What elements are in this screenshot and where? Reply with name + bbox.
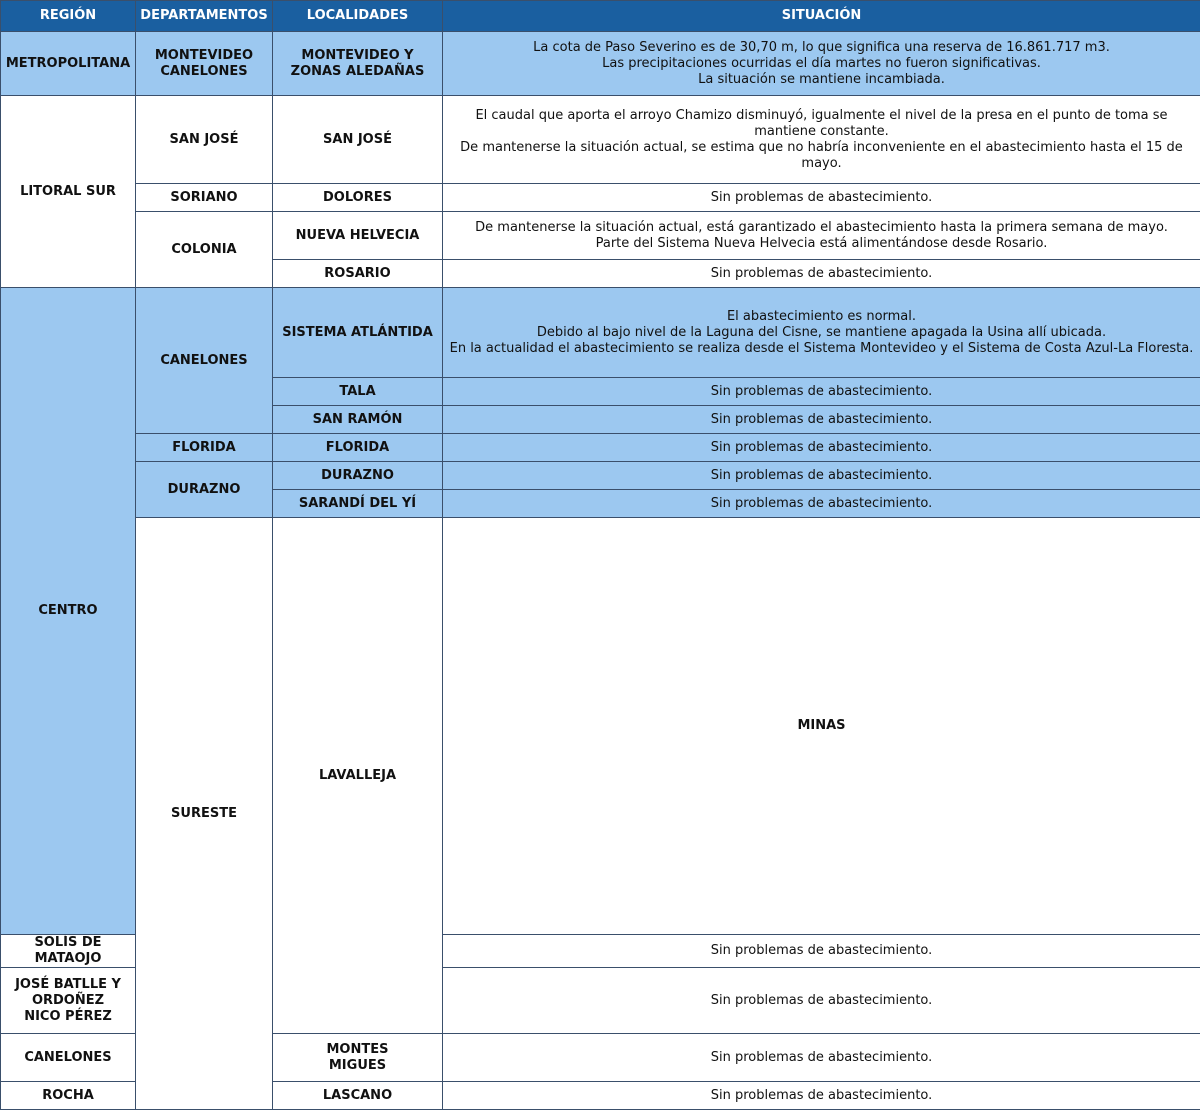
situation-cell: Sin problemas de abastecimiento. xyxy=(443,968,1200,1034)
situation-cell: Sin problemas de abastecimiento. xyxy=(443,260,1200,288)
situation-cell xyxy=(443,32,1200,96)
header-situacion: SITUACIÓN xyxy=(443,1,1200,32)
loc-cell: SOLÍS DE MATAOJO xyxy=(1,935,136,968)
situation-cell: Sin problemas de abastecimiento. xyxy=(443,378,1200,406)
table-row xyxy=(1,462,1200,490)
region-cell-metropolitana: METROPOLITANA xyxy=(1,32,136,96)
situation-line: El abastecimiento es normal. xyxy=(727,309,916,324)
dept-cell: LAVALLEJA xyxy=(273,518,443,1034)
situation-line: El caudal que aporta el arroyo Chamizo disminuyó, igualmente el nivel de la presa en el punto de toma se mantiene constante. xyxy=(475,108,1167,139)
situation-line: Parte del Sistema Nueva Helvecia está alimentándose desde Rosario. xyxy=(596,236,1048,251)
situation-cell: Sin problemas de abastecimiento. xyxy=(443,490,1200,518)
loc-line: JOSÉ BATLLE Y xyxy=(15,977,121,992)
situation-line: Debido al bajo nivel de la Laguna del Cisne, se mantiene apagada la Usina allí ubicada. xyxy=(537,325,1106,340)
dept-cell: DURAZNO xyxy=(136,462,273,518)
table-row xyxy=(1,434,1200,462)
region-cell-litoral-sur: LITORAL SUR xyxy=(1,96,136,288)
situation-cell: Sin problemas de abastecimiento. xyxy=(443,1082,1200,1110)
loc-cell: SARANDÍ DEL YÍ xyxy=(273,490,443,518)
situation-line: De mantenerse la situación actual, se estima que no habría inconveniente en el abastecimiento hasta el 15 de mayo. xyxy=(460,140,1183,171)
dept-cell xyxy=(136,32,273,96)
situation-cell xyxy=(443,96,1200,184)
situation-cell: Sin problemas de abastecimiento. xyxy=(443,406,1200,434)
header-localidades: LOCALIDADES xyxy=(273,1,443,32)
situation-cell xyxy=(443,212,1200,260)
loc-cell: MINAS xyxy=(443,518,1200,935)
table-row xyxy=(1,32,1200,96)
loc-cell: NUEVA HELVECIA xyxy=(273,212,443,260)
table-row xyxy=(1,96,1200,184)
situation-line: La cota de Paso Severino es de 30,70 m, lo que significa una reserva de 16.861.717 m3. xyxy=(533,40,1110,55)
dept-line: MONTEVIDEO xyxy=(155,48,253,63)
situation-cell: Sin problemas de abastecimiento. xyxy=(443,462,1200,490)
situation-cell: Sin problemas de abastecimiento. xyxy=(443,935,1200,968)
situation-cell: Sin problemas de abastecimiento. xyxy=(443,1034,1200,1082)
loc-cell: ROSARIO xyxy=(273,260,443,288)
dept-cell: COLONIA xyxy=(136,212,273,288)
situation-cell: Sin problemas de abastecimiento. xyxy=(443,434,1200,462)
region-cell-centro: CENTRO xyxy=(1,288,136,935)
loc-cell: DOLORES xyxy=(273,184,443,212)
situation-line: Las precipitaciones ocurridas el día martes no fueron significativas. xyxy=(602,56,1041,71)
dept-cell: CANELONES xyxy=(1,1034,136,1082)
loc-cell: SISTEMA ATLÁNTIDA xyxy=(273,288,443,378)
table-row xyxy=(1,518,1200,935)
dept-cell: CANELONES xyxy=(136,288,273,434)
header-departamentos: DEPARTAMENTOS xyxy=(136,1,273,32)
loc-cell: DURAZNO xyxy=(273,462,443,490)
loc-cell: SAN JOSÉ xyxy=(273,96,443,184)
loc-cell xyxy=(273,32,443,96)
loc-cell: LASCANO xyxy=(273,1082,443,1110)
loc-line: MONTES xyxy=(327,1042,389,1057)
table-row xyxy=(1,288,1200,378)
loc-line: MIGUES xyxy=(329,1058,386,1073)
situation-line: En la actualidad el abastecimiento se realiza desde el Sistema Montevideo y el Sistema de Costa Azul-La Floresta. xyxy=(450,341,1194,356)
loc-cell: SAN RAMÓN xyxy=(273,406,443,434)
loc-cell xyxy=(1,968,136,1034)
header-row xyxy=(1,1,1200,32)
dept-cell: SORIANO xyxy=(136,184,273,212)
situation-line: La situación se mantiene incambiada. xyxy=(698,72,945,87)
dept-cell: FLORIDA xyxy=(136,434,273,462)
situation-cell: Sin problemas de abastecimiento. xyxy=(443,184,1200,212)
loc-line: NICO PÉREZ xyxy=(24,1009,112,1024)
dept-cell: SAN JOSÉ xyxy=(136,96,273,184)
loc-line: ORDOÑEZ xyxy=(32,993,104,1008)
loc-line: MONTEVIDEO Y xyxy=(301,48,413,63)
header-region: REGIÓN xyxy=(1,1,136,32)
situation-cell xyxy=(443,288,1200,378)
loc-line: ZONAS ALEDAÑAS xyxy=(291,64,425,79)
table-row xyxy=(1,184,1200,212)
situation-line: De mantenerse la situación actual, está garantizado el abastecimiento hasta la primera semana de mayo. xyxy=(475,220,1168,235)
loc-cell: FLORIDA xyxy=(273,434,443,462)
dept-line: CANELONES xyxy=(160,64,247,79)
loc-cell: TALA xyxy=(273,378,443,406)
dept-cell: ROCHA xyxy=(1,1082,136,1110)
region-cell-sureste: SURESTE xyxy=(136,518,273,1110)
table-row xyxy=(1,212,1200,260)
loc-cell xyxy=(273,1034,443,1082)
